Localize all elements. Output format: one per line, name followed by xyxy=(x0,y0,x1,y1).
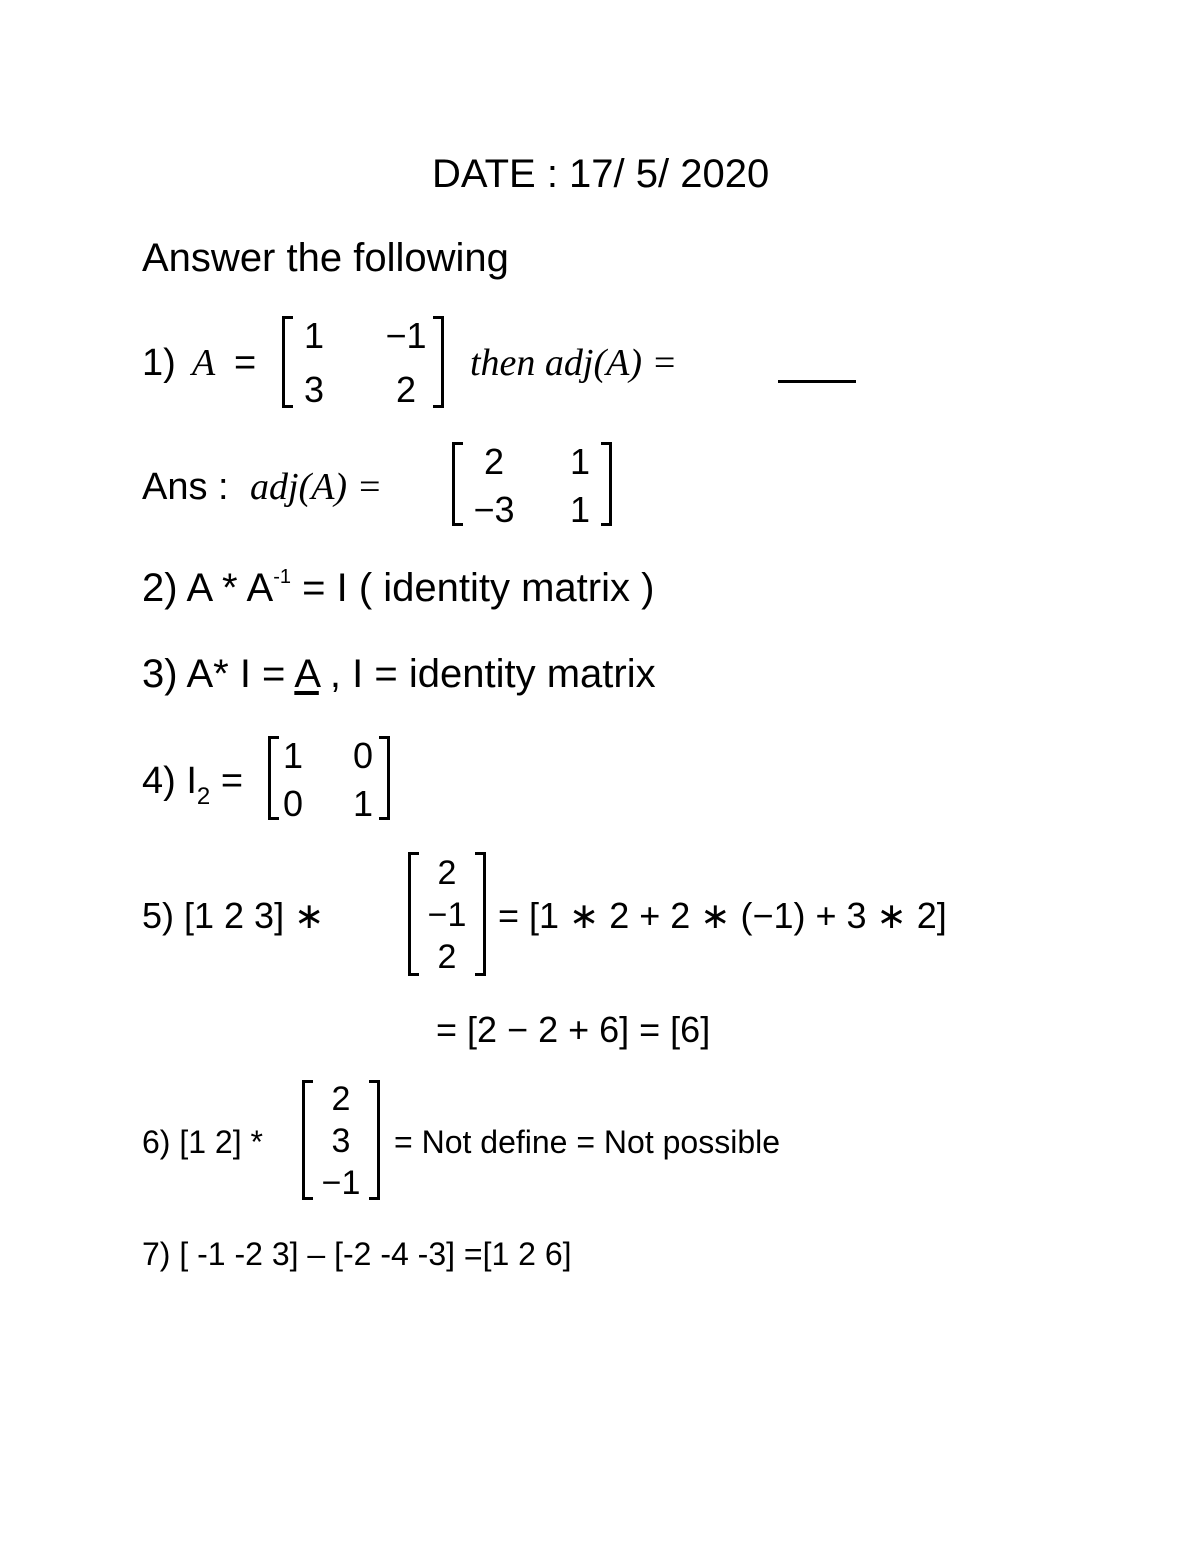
question-3-prefix: 3) A* I = xyxy=(142,652,295,696)
matrix-cell: 1 xyxy=(569,441,591,482)
answer-1-label: Ans : xyxy=(142,466,229,508)
date-line: DATE : 17/ 5/ 2020 xyxy=(432,152,770,196)
question-4-prefix: 4) I xyxy=(142,760,197,802)
question-2-superscript: -1 xyxy=(273,565,292,588)
matrix-cell: 1 xyxy=(282,735,304,776)
left-bracket xyxy=(452,442,463,526)
question-1-equals: = xyxy=(234,342,257,384)
question-1-variable: A xyxy=(192,342,216,384)
question-3-rest: , I = identity matrix xyxy=(318,652,656,696)
vector-cell: 3 xyxy=(331,1122,351,1160)
answer-blank xyxy=(778,380,856,383)
matrix-cell: 0 xyxy=(352,735,374,776)
answer-1-matrix xyxy=(452,441,612,530)
question-1-matrix xyxy=(282,316,444,408)
vector-cell: 2 xyxy=(437,938,457,976)
question-5-rhs: = [1 ∗ 2 + 2 ∗ (−1) + 3 ∗ 2] xyxy=(498,895,947,936)
matrix-cell: 2 xyxy=(483,441,505,482)
matrix-cell: 1 xyxy=(569,489,591,530)
vector-cell: 2 xyxy=(331,1080,351,1118)
question-7: 7) [ -1 -2 3] – [-2 -4 -3] =[1 2 6] xyxy=(142,1236,572,1272)
question-6-prefix: 6) [1 2] * xyxy=(142,1124,263,1160)
matrix-cell: 1 xyxy=(303,315,325,356)
instruction-heading: Answer the following xyxy=(142,236,509,280)
vector-cell: 2 xyxy=(437,854,457,892)
question-2 xyxy=(142,565,655,610)
question-3 xyxy=(142,654,656,694)
question-4-subscript: 2 xyxy=(196,782,211,810)
matrix-cell: 3 xyxy=(303,369,325,410)
right-bracket xyxy=(433,316,444,408)
matrix-cell: 0 xyxy=(282,783,304,824)
matrix-cell: −3 xyxy=(473,489,515,530)
question-5-prefix: 5) [1 2 3] ∗ xyxy=(142,895,325,936)
vector-cell: −1 xyxy=(321,1164,361,1202)
question-6-column-vector xyxy=(302,1080,380,1200)
right-bracket xyxy=(601,442,612,526)
question-3-answer: A xyxy=(294,652,319,696)
question-5-line-2: = [2 − 2 + 6] = [6] xyxy=(436,1009,711,1050)
question-4-equals: = xyxy=(210,760,244,802)
left-bracket xyxy=(282,316,293,408)
question-1-label: 1) xyxy=(142,342,176,384)
question-2-rest: = I ( identity matrix ) xyxy=(291,566,655,610)
question-2-prefix: 2) A * A xyxy=(142,566,274,610)
question-6-rhs: = Not define = Not possible xyxy=(394,1124,781,1160)
right-bracket xyxy=(379,736,390,820)
identity-matrix xyxy=(268,735,390,824)
question-5-column-vector xyxy=(408,852,486,976)
matrix-cell: −1 xyxy=(385,315,427,356)
answer-1-lhs: adj(A) = xyxy=(250,466,383,508)
vector-cell: −1 xyxy=(427,896,467,934)
matrix-cell: 2 xyxy=(395,369,417,410)
matrix-cell: 1 xyxy=(352,783,374,824)
question-1-then-text: then adj(A) = xyxy=(470,342,678,384)
